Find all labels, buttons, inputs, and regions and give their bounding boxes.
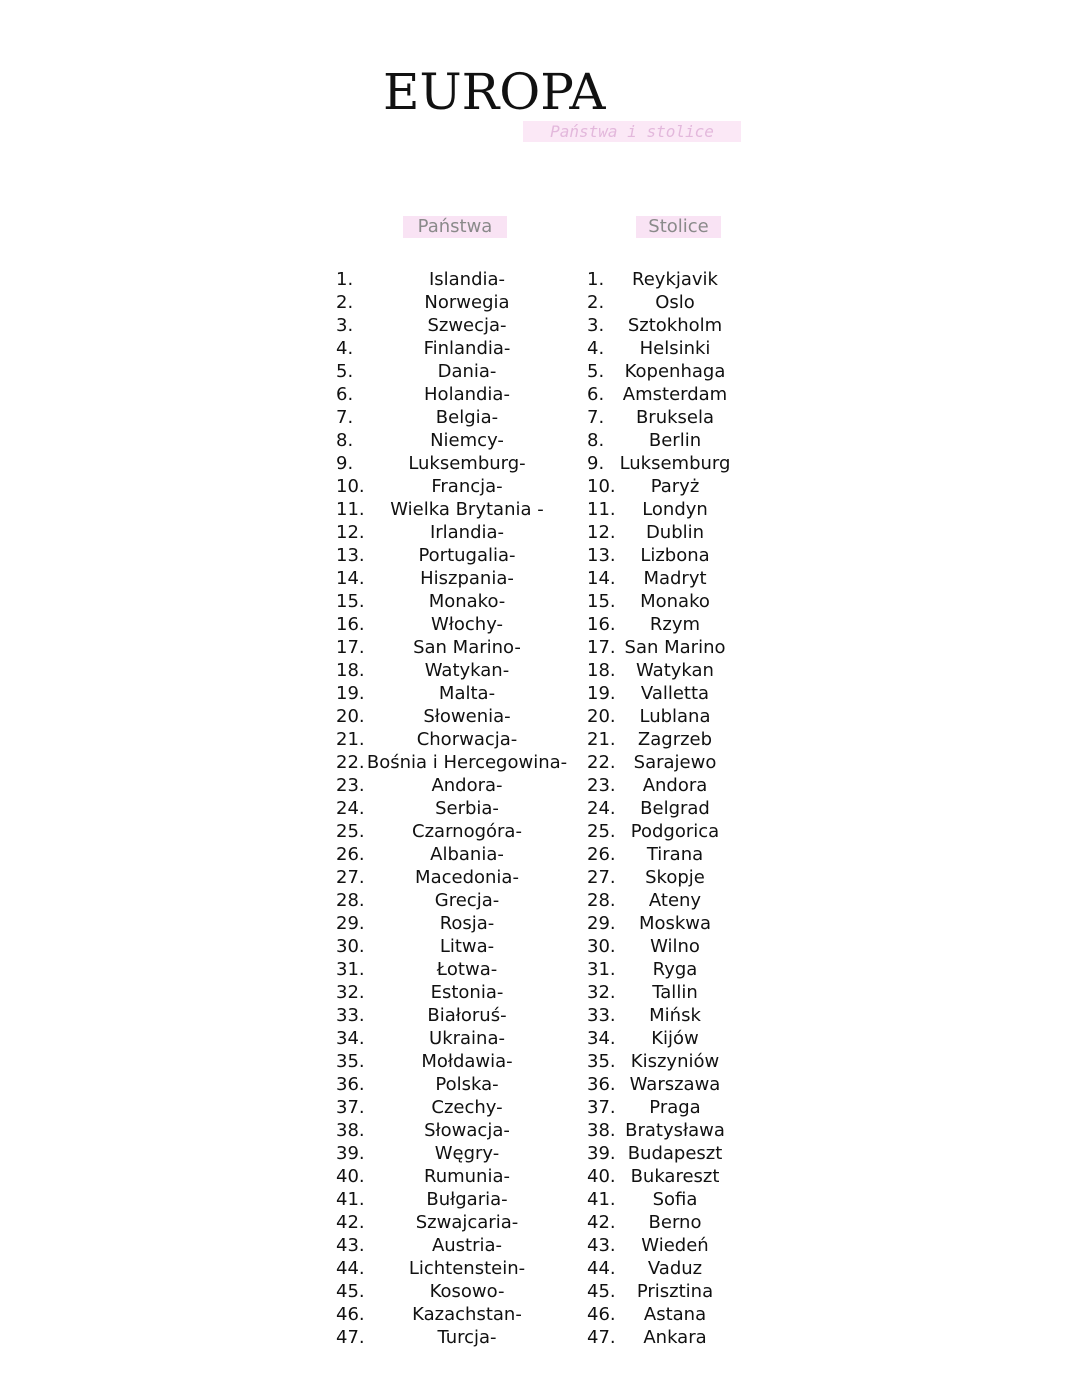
capital-row xyxy=(587,429,747,452)
capital-name: Vaduz xyxy=(647,1258,703,1279)
country-name: Macedonia- xyxy=(415,867,519,888)
country-name: Ukraina- xyxy=(429,1028,505,1049)
country-number: 13. xyxy=(336,545,365,566)
country-row xyxy=(336,1119,576,1142)
country-number: 24. xyxy=(336,798,365,819)
capital-row xyxy=(587,1257,747,1280)
country-name: Luksemburg- xyxy=(408,453,526,474)
capital-row xyxy=(587,935,747,958)
capital-number: 23. xyxy=(587,775,616,796)
capital-row xyxy=(587,475,747,498)
country-row xyxy=(336,1165,576,1188)
country-row xyxy=(336,935,576,958)
capital-row xyxy=(587,1096,747,1119)
capital-row xyxy=(587,1050,747,1073)
capital-number: 39. xyxy=(587,1143,616,1164)
country-name: Węgry- xyxy=(434,1143,500,1164)
page-subtitle: Państwa i stolice xyxy=(523,121,741,142)
country-row xyxy=(336,521,576,544)
country-number: 42. xyxy=(336,1212,365,1233)
country-name: Lichtenstein- xyxy=(408,1258,526,1279)
capital-number: 35. xyxy=(587,1051,616,1072)
capital-number: 1. xyxy=(587,269,605,290)
capital-number: 16. xyxy=(587,614,616,635)
capital-number: 42. xyxy=(587,1212,616,1233)
capital-name: Lublana xyxy=(639,706,711,727)
capital-number: 17. xyxy=(587,637,616,658)
country-number: 9. xyxy=(336,453,354,474)
country-number: 14. xyxy=(336,568,365,589)
country-name: Portugalia- xyxy=(418,545,516,566)
capital-number: 29. xyxy=(587,913,616,934)
country-row xyxy=(336,567,576,590)
country-row xyxy=(336,1188,576,1211)
capital-row xyxy=(587,820,747,843)
country-row xyxy=(336,912,576,935)
country-number: 30. xyxy=(336,936,365,957)
capital-number: 19. xyxy=(587,683,616,704)
capital-name: Berlin xyxy=(648,430,702,451)
capital-number: 6. xyxy=(587,384,605,405)
capital-number: 11. xyxy=(587,499,616,520)
country-number: 41. xyxy=(336,1189,365,1210)
capital-name: Bukareszt xyxy=(630,1166,720,1187)
country-name: Islandia- xyxy=(428,269,506,290)
country-row xyxy=(336,1234,576,1257)
country-number: 20. xyxy=(336,706,365,727)
country-number: 44. xyxy=(336,1258,365,1279)
country-number: 12. xyxy=(336,522,365,543)
capital-row xyxy=(587,705,747,728)
country-name: Litwa- xyxy=(439,936,495,957)
capital-name: Kiszyniów xyxy=(630,1051,720,1072)
country-row xyxy=(336,958,576,981)
country-number: 19. xyxy=(336,683,365,704)
capital-name: Wilno xyxy=(650,936,700,957)
country-name: Kazachstan- xyxy=(412,1304,522,1325)
capital-row xyxy=(587,1326,747,1349)
capital-number: 13. xyxy=(587,545,616,566)
capital-name: Wiedeń xyxy=(641,1235,709,1256)
capital-name: Praga xyxy=(649,1097,701,1118)
capital-row xyxy=(587,751,747,774)
country-name: Francja- xyxy=(431,476,503,497)
country-row xyxy=(336,268,576,291)
country-number: 10. xyxy=(336,476,365,497)
capital-name: Astana xyxy=(643,1304,707,1325)
country-row xyxy=(336,498,576,521)
country-row xyxy=(336,1073,576,1096)
capital-number: 46. xyxy=(587,1304,616,1325)
country-row xyxy=(336,314,576,337)
country-row xyxy=(336,636,576,659)
country-row xyxy=(336,1303,576,1326)
capital-row xyxy=(587,682,747,705)
country-number: 36. xyxy=(336,1074,365,1095)
capital-row xyxy=(587,889,747,912)
country-row xyxy=(336,843,576,866)
country-name: Polska- xyxy=(435,1074,499,1095)
capital-row xyxy=(587,912,747,935)
country-number: 3. xyxy=(336,315,354,336)
country-number: 25. xyxy=(336,821,365,842)
country-number: 5. xyxy=(336,361,354,382)
capital-name: Andora xyxy=(642,775,708,796)
capital-number: 5. xyxy=(587,361,605,382)
capital-name: Rzym xyxy=(649,614,701,635)
capital-name: Belgrad xyxy=(640,798,710,819)
country-number: 31. xyxy=(336,959,365,980)
capital-row xyxy=(587,843,747,866)
country-number: 38. xyxy=(336,1120,365,1141)
country-row xyxy=(336,866,576,889)
country-name: Niemcy- xyxy=(430,430,504,451)
country-number: 28. xyxy=(336,890,365,911)
country-name: Malta- xyxy=(438,683,496,704)
country-row xyxy=(336,1027,576,1050)
capital-row xyxy=(587,1188,747,1211)
country-name: Rumunia- xyxy=(424,1166,510,1187)
capital-row xyxy=(587,613,747,636)
capital-row xyxy=(587,291,747,314)
capital-number: 36. xyxy=(587,1074,616,1095)
capital-row xyxy=(587,1280,747,1303)
country-name: Chorwacja- xyxy=(416,729,518,750)
capital-number: 33. xyxy=(587,1005,616,1026)
capital-row xyxy=(587,1119,747,1142)
country-row xyxy=(336,1326,576,1349)
capital-number: 14. xyxy=(587,568,616,589)
country-name: Mołdawia- xyxy=(421,1051,513,1072)
capital-name: Luksemburg xyxy=(619,453,731,474)
country-number: 43. xyxy=(336,1235,365,1256)
country-name: Finlandia- xyxy=(423,338,511,359)
capital-row xyxy=(587,1142,747,1165)
country-row xyxy=(336,590,576,613)
capital-row xyxy=(587,1004,747,1027)
country-row xyxy=(336,682,576,705)
country-number: 32. xyxy=(336,982,365,1003)
capital-name: Monako xyxy=(640,591,710,612)
capital-number: 3. xyxy=(587,315,605,336)
capital-name: Kopenhaga xyxy=(624,361,726,382)
country-number: 26. xyxy=(336,844,365,865)
capitals-list xyxy=(587,268,747,1349)
capital-number: 15. xyxy=(587,591,616,612)
country-number: 6. xyxy=(336,384,354,405)
country-number: 22. xyxy=(336,752,365,773)
country-number: 23. xyxy=(336,775,365,796)
capital-row xyxy=(587,314,747,337)
capital-row xyxy=(587,590,747,613)
capital-number: 10. xyxy=(587,476,616,497)
capital-name: Lizbona xyxy=(640,545,710,566)
country-name: Rosja- xyxy=(439,913,495,934)
country-row xyxy=(336,429,576,452)
capital-number: 21. xyxy=(587,729,616,750)
capital-row xyxy=(587,544,747,567)
capital-row xyxy=(587,1073,747,1096)
country-number: 17. xyxy=(336,637,365,658)
country-name: Andora- xyxy=(431,775,503,796)
country-row xyxy=(336,1211,576,1234)
capital-name: Sztokholm xyxy=(627,315,723,336)
capital-row xyxy=(587,406,747,429)
country-name: Włochy- xyxy=(430,614,504,635)
country-name: Białoruś- xyxy=(427,1005,507,1026)
country-number: 4. xyxy=(336,338,354,359)
country-name: Szwecja- xyxy=(427,315,507,336)
capital-number: 9. xyxy=(587,453,605,474)
capital-number: 43. xyxy=(587,1235,616,1256)
country-name: Czechy- xyxy=(431,1097,503,1118)
capital-row xyxy=(587,452,747,475)
country-row xyxy=(336,475,576,498)
country-row xyxy=(336,728,576,751)
country-name: Dania- xyxy=(437,361,497,382)
country-row xyxy=(336,1050,576,1073)
country-number: 46. xyxy=(336,1304,365,1325)
capital-row xyxy=(587,268,747,291)
country-number: 35. xyxy=(336,1051,365,1072)
country-name: Bułgaria- xyxy=(426,1189,508,1210)
capital-number: 26. xyxy=(587,844,616,865)
capital-number: 25. xyxy=(587,821,616,842)
capital-name: Ryga xyxy=(652,959,698,980)
country-name: Serbia- xyxy=(435,798,499,819)
capital-number: 20. xyxy=(587,706,616,727)
country-row xyxy=(336,544,576,567)
capital-row xyxy=(587,567,747,590)
capital-number: 44. xyxy=(587,1258,616,1279)
country-number: 39. xyxy=(336,1143,365,1164)
country-number: 27. xyxy=(336,867,365,888)
capital-row xyxy=(587,1027,747,1050)
country-number: 40. xyxy=(336,1166,365,1187)
capital-row xyxy=(587,1165,747,1188)
country-name: Słowacja- xyxy=(424,1120,510,1141)
country-row xyxy=(336,705,576,728)
capital-row xyxy=(587,659,747,682)
capital-name: Warszawa xyxy=(629,1074,721,1095)
capitals-column-header: Stolice xyxy=(636,216,721,238)
capital-row xyxy=(587,383,747,406)
capital-number: 47. xyxy=(587,1327,616,1348)
country-name: Estonia- xyxy=(430,982,504,1003)
capital-number: 45. xyxy=(587,1281,616,1302)
country-name: Belgia- xyxy=(435,407,499,428)
country-row xyxy=(336,659,576,682)
country-number: 47. xyxy=(336,1327,365,1348)
capital-number: 7. xyxy=(587,407,605,428)
capital-name: Tirana xyxy=(646,844,704,865)
capital-name: Podgorica xyxy=(630,821,720,842)
capital-name: Reykjavik xyxy=(632,269,718,290)
country-name: Irlandia- xyxy=(429,522,505,543)
capital-name: Mińsk xyxy=(649,1005,701,1026)
country-row xyxy=(336,337,576,360)
capital-name: Watykan xyxy=(636,660,714,681)
country-name: Bośnia i Hercegowina- xyxy=(366,752,568,773)
country-number: 2. xyxy=(336,292,354,313)
country-name: Austria- xyxy=(431,1235,503,1256)
country-name: Łotwa- xyxy=(436,959,498,980)
country-number: 33. xyxy=(336,1005,365,1026)
capital-name: Helsinki xyxy=(639,338,711,359)
capital-row xyxy=(587,1234,747,1257)
country-name: San Marino- xyxy=(413,637,521,658)
country-number: 15. xyxy=(336,591,365,612)
capital-row xyxy=(587,498,747,521)
capital-row xyxy=(587,521,747,544)
capital-number: 22. xyxy=(587,752,616,773)
country-number: 11. xyxy=(336,499,365,520)
capital-name: Zagrzeb xyxy=(637,729,713,750)
capital-number: 31. xyxy=(587,959,616,980)
capital-row xyxy=(587,958,747,981)
country-row xyxy=(336,820,576,843)
capital-name: Amsterdam xyxy=(622,384,728,405)
capital-number: 27. xyxy=(587,867,616,888)
capital-number: 38. xyxy=(587,1120,616,1141)
capital-name: Sofia xyxy=(652,1189,698,1210)
country-name: Albania- xyxy=(430,844,504,865)
country-name: Hiszpania- xyxy=(420,568,514,589)
country-number: 21. xyxy=(336,729,365,750)
country-name: Norwegia xyxy=(424,292,510,313)
capital-row xyxy=(587,1211,747,1234)
capital-name: Kijów xyxy=(651,1028,699,1049)
country-row xyxy=(336,1004,576,1027)
capital-number: 32. xyxy=(587,982,616,1003)
capital-row xyxy=(587,1303,747,1326)
country-number: 7. xyxy=(336,407,354,428)
capital-number: 12. xyxy=(587,522,616,543)
capital-name: Tallin xyxy=(652,982,698,1003)
capital-name: Paryż xyxy=(650,476,700,497)
country-name: Watykan- xyxy=(424,660,510,681)
country-number: 18. xyxy=(336,660,365,681)
capital-row xyxy=(587,981,747,1004)
country-row xyxy=(336,1096,576,1119)
capital-name: Madryt xyxy=(643,568,707,589)
capital-name: Bratysława xyxy=(625,1120,725,1141)
capital-number: 40. xyxy=(587,1166,616,1187)
country-number: 29. xyxy=(336,913,365,934)
capital-name: San Marino xyxy=(624,637,726,658)
country-name: Grecja- xyxy=(434,890,500,911)
capital-name: Ateny xyxy=(648,890,702,911)
capital-name: Ankara xyxy=(643,1327,707,1348)
capital-name: Budapeszt xyxy=(627,1143,723,1164)
country-row xyxy=(336,774,576,797)
country-row xyxy=(336,1280,576,1303)
capital-name: Prisztina xyxy=(636,1281,714,1302)
country-row xyxy=(336,981,576,1004)
country-number: 34. xyxy=(336,1028,365,1049)
country-row xyxy=(336,1257,576,1280)
capital-number: 28. xyxy=(587,890,616,911)
country-number: 8. xyxy=(336,430,354,451)
capital-number: 41. xyxy=(587,1189,616,1210)
country-name: Słowenia- xyxy=(423,706,511,727)
country-number: 45. xyxy=(336,1281,365,1302)
country-row xyxy=(336,613,576,636)
country-name: Wielka Brytania - xyxy=(390,499,544,520)
capital-name: Valletta xyxy=(640,683,710,704)
country-row xyxy=(336,797,576,820)
capital-name: Oslo xyxy=(655,292,695,313)
country-row xyxy=(336,360,576,383)
capital-number: 2. xyxy=(587,292,605,313)
country-row xyxy=(336,452,576,475)
country-row xyxy=(336,1142,576,1165)
country-name: Kosowo- xyxy=(429,1281,505,1302)
capital-number: 18. xyxy=(587,660,616,681)
country-name: Turcja- xyxy=(437,1327,497,1348)
country-name: Monako- xyxy=(428,591,506,612)
capital-row xyxy=(587,797,747,820)
country-row xyxy=(336,406,576,429)
country-number: 1. xyxy=(336,269,354,290)
capital-row xyxy=(587,774,747,797)
capital-number: 4. xyxy=(587,338,605,359)
capital-row xyxy=(587,636,747,659)
capital-row xyxy=(587,360,747,383)
capital-number: 24. xyxy=(587,798,616,819)
capital-row xyxy=(587,728,747,751)
country-row xyxy=(336,383,576,406)
capital-number: 34. xyxy=(587,1028,616,1049)
country-number: 37. xyxy=(336,1097,365,1118)
capital-row xyxy=(587,337,747,360)
country-row xyxy=(336,751,576,774)
capital-name: Bruksela xyxy=(635,407,715,428)
country-number: 16. xyxy=(336,614,365,635)
page-title: EUROPA xyxy=(383,63,606,121)
country-row xyxy=(336,291,576,314)
capital-name: Skopje xyxy=(645,867,705,888)
countries-column-header: Państwa xyxy=(403,216,507,238)
capital-number: 30. xyxy=(587,936,616,957)
country-name: Czarnogóra- xyxy=(412,821,522,842)
capital-name: Berno xyxy=(648,1212,702,1233)
countries-list xyxy=(336,268,576,1349)
capital-name: Moskwa xyxy=(638,913,712,934)
country-row xyxy=(336,889,576,912)
capital-name: Dublin xyxy=(645,522,705,543)
country-name: Szwajcaria- xyxy=(415,1212,519,1233)
country-name: Holandia- xyxy=(424,384,510,405)
capital-row xyxy=(587,866,747,889)
capital-name: Londyn xyxy=(642,499,708,520)
capital-number: 37. xyxy=(587,1097,616,1118)
capital-number: 8. xyxy=(587,430,605,451)
capital-name: Sarajewo xyxy=(633,752,717,773)
